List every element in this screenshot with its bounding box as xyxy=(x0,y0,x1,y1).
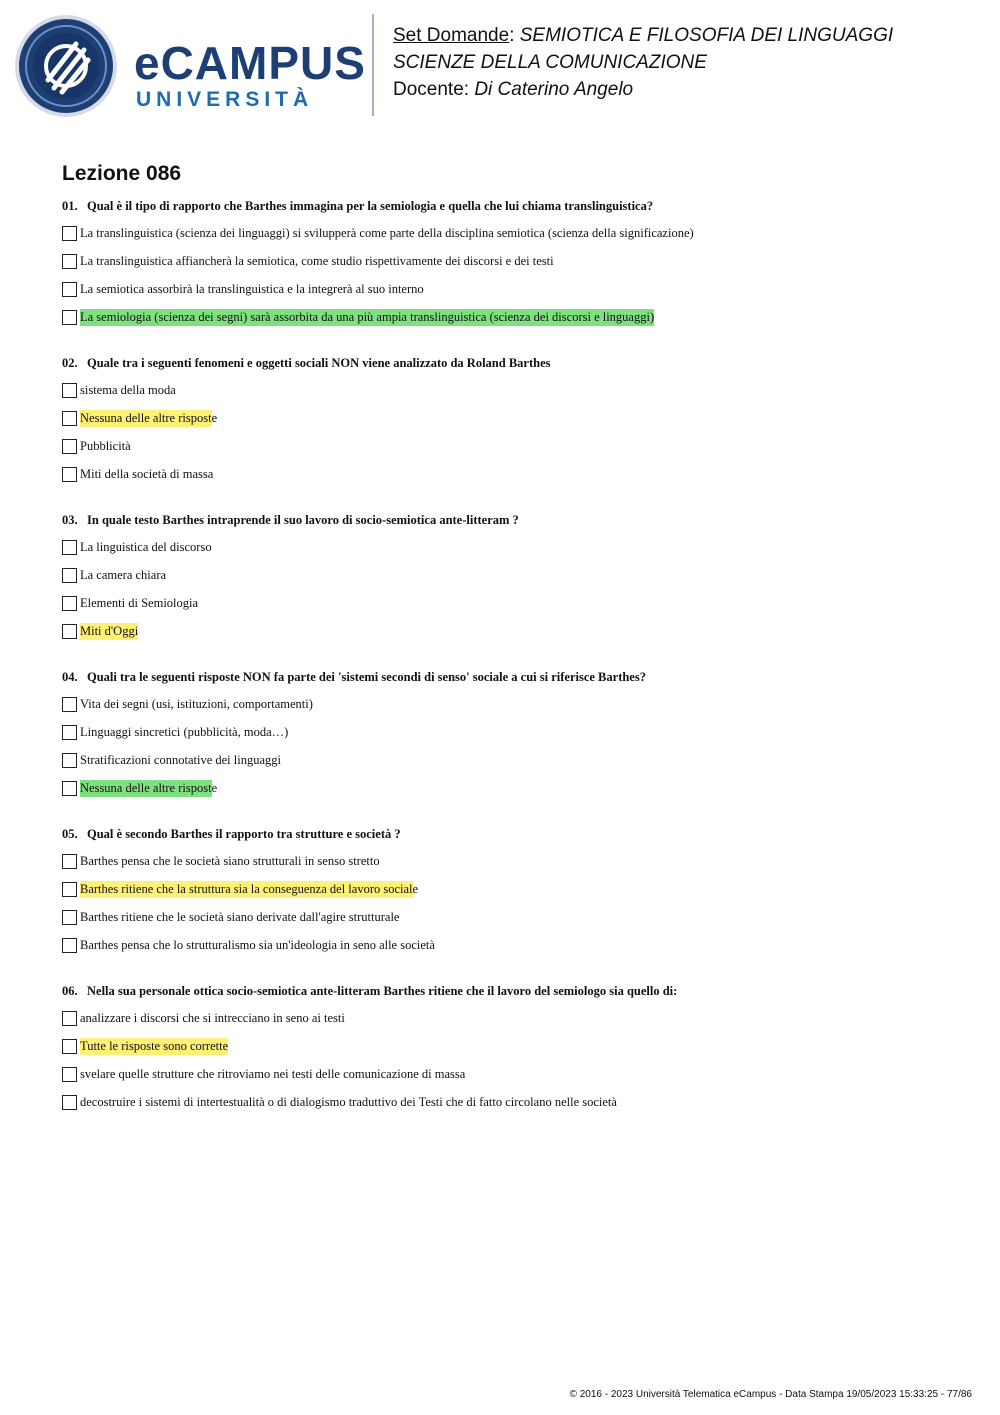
answer-option[interactable] xyxy=(62,1010,962,1038)
answer-option[interactable] xyxy=(62,281,962,309)
question-number: 05. xyxy=(62,827,78,841)
question-title xyxy=(62,825,962,843)
answer-text: La semiotica assorbirà la translinguistica e la integrerà al suo interno xyxy=(80,282,424,296)
answer-checkbox[interactable] xyxy=(62,282,77,297)
course-name: SEMIOTICA E FILOSOFIA DEI LINGUAGGI xyxy=(519,25,894,46)
set-separator: : xyxy=(509,25,520,46)
question-block xyxy=(62,982,962,1122)
answer-text-highlighted: Nessuna delle altre rispost xyxy=(80,781,212,795)
answer-text: Vita dei segni (usi, istituzioni, comportamenti) xyxy=(80,697,313,711)
answer-checkbox[interactable] xyxy=(62,1067,77,1082)
question-text: Nella sua personale ottica socio-semiotica ante-litteram Barthes ritiene che il lavoro del semiologo sia quello di: xyxy=(87,984,678,998)
answer-checkbox[interactable] xyxy=(62,540,77,555)
page-footer: © 2016 - 2023 Università Telematica eCampus - Data Stampa 19/05/2023 15:33:25 - 77/86 xyxy=(569,1389,972,1400)
answer-checkbox[interactable] xyxy=(62,568,77,583)
answer-checkbox[interactable] xyxy=(62,411,77,426)
teacher-label: Docente: xyxy=(393,79,475,100)
answer-option[interactable] xyxy=(62,567,962,595)
ecampus-seal-icon xyxy=(14,14,118,118)
question-number: 03. xyxy=(62,513,78,527)
answer-option[interactable] xyxy=(62,1038,962,1066)
question-text: Qual è secondo Barthes il rapporto tra strutture e società ? xyxy=(87,827,401,841)
answer-option[interactable] xyxy=(62,724,962,752)
answer-checkbox[interactable] xyxy=(62,310,77,325)
question-title xyxy=(62,354,962,372)
answer-text-highlighted: La semiologia (scienza dei segni) sarà assorbita da una più ampia translinguistica (scienza dei discorsi e linguaggi) xyxy=(80,310,655,324)
answer-option[interactable] xyxy=(62,1094,962,1122)
answer-checkbox[interactable] xyxy=(62,697,77,712)
answer-option[interactable] xyxy=(62,595,962,623)
answer-checkbox[interactable] xyxy=(62,938,77,953)
answer-option[interactable] xyxy=(62,539,962,567)
answer-option[interactable] xyxy=(62,466,962,494)
answer-text: e xyxy=(211,411,218,425)
header-divider xyxy=(372,14,374,116)
answer-checkbox[interactable] xyxy=(62,910,77,925)
answer-checkbox[interactable] xyxy=(62,753,77,768)
question-title xyxy=(62,982,962,1000)
answer-text: La translinguistica affiancherà la semiotica, come studio rispettivamente dei discorsi e dei testi xyxy=(80,254,554,268)
answer-text: Pubblicità xyxy=(80,439,131,453)
answer-text-highlighted: Barthes ritiene che la struttura sia la conseguenza del lavoro social xyxy=(80,882,413,896)
answer-text-highlighted: Tutte le risposte sono corrette xyxy=(80,1039,229,1053)
answer-option[interactable] xyxy=(62,225,962,253)
answer-text: sistema della moda xyxy=(80,383,176,397)
answer-text: svelare quelle strutture che ritroviamo nei testi delle comunicazione di massa xyxy=(80,1067,466,1081)
question-title xyxy=(62,511,962,529)
page-header xyxy=(0,0,1000,130)
course-info xyxy=(393,22,893,103)
answer-checkbox[interactable] xyxy=(62,226,77,241)
question-text: Quale tra i seguenti fenomeni e oggetti sociali NON viene analizzato da Roland Barthes xyxy=(87,356,551,370)
answer-text: Barthes ritiene che le società siano derivate dall'agire strutturale xyxy=(80,910,400,924)
question-title xyxy=(62,197,962,215)
answer-option[interactable] xyxy=(62,410,962,438)
answer-text: Elementi di Semiologia xyxy=(80,596,199,610)
answer-text: analizzare i discorsi che si intrecciano in seno ai testi xyxy=(80,1011,345,1025)
question-block xyxy=(62,197,962,337)
answer-checkbox[interactable] xyxy=(62,882,77,897)
ecampus-logo xyxy=(14,14,374,118)
answer-text: Miti della società di massa xyxy=(80,467,214,481)
question-block xyxy=(62,511,962,651)
answer-option[interactable] xyxy=(62,909,962,937)
brand-name: eCAMPUS xyxy=(134,37,366,89)
answer-checkbox[interactable] xyxy=(62,1039,77,1054)
question-block xyxy=(62,668,962,808)
answer-option[interactable] xyxy=(62,438,962,466)
question-number: 04. xyxy=(62,670,78,684)
answer-option[interactable] xyxy=(62,696,962,724)
answer-option[interactable] xyxy=(62,382,962,410)
answer-text-highlighted: Miti d'Oggi xyxy=(80,624,139,638)
question-number: 01. xyxy=(62,199,78,213)
answer-option[interactable] xyxy=(62,937,962,965)
answer-text-highlighted: Nessuna delle altre rispost xyxy=(80,411,212,425)
answer-text: e xyxy=(211,781,218,795)
faculty-name: SCIENZE DELLA COMUNICAZIONE xyxy=(393,52,707,73)
question-text: In quale testo Barthes intraprende il suo lavoro di socio-semiotica ante-litteram ? xyxy=(87,513,519,527)
answer-text: decostruire i sistemi di intertestualità o di dialogismo traduttivo dei Testi che di fatto circolano nelle società xyxy=(80,1095,617,1109)
answer-checkbox[interactable] xyxy=(62,439,77,454)
answer-option[interactable] xyxy=(62,752,962,780)
answer-option[interactable] xyxy=(62,881,962,909)
question-number: 02. xyxy=(62,356,78,370)
question-block xyxy=(62,354,962,494)
lesson-title: Lezione 086 xyxy=(62,162,182,185)
answer-checkbox[interactable] xyxy=(62,1011,77,1026)
answer-text: Stratificazioni connotative dei linguaggi xyxy=(80,753,281,767)
answer-text: e xyxy=(412,882,419,896)
teacher-name: Di Caterino Angelo xyxy=(474,79,634,100)
answer-checkbox[interactable] xyxy=(62,854,77,869)
question-number: 06. xyxy=(62,984,78,998)
answer-text: Barthes pensa che le società siano strutturali in senso stretto xyxy=(80,854,380,868)
answer-text: La camera chiara xyxy=(80,568,167,582)
question-list xyxy=(62,197,962,1139)
answer-checkbox[interactable] xyxy=(62,624,77,639)
question-text: Quali tra le seguenti risposte NON fa parte dei 'sistemi secondi di senso' sociale a cui si riferisce Barthes? xyxy=(87,670,646,684)
answer-text: Barthes pensa che lo strutturalismo sia un'ideologia in seno alle società xyxy=(80,938,435,952)
answer-checkbox[interactable] xyxy=(62,467,77,482)
answer-checkbox[interactable] xyxy=(62,596,77,611)
brand-subtitle: UNIVERSITÀ xyxy=(136,88,314,111)
answer-option[interactable] xyxy=(62,853,962,881)
answer-text: La linguistica del discorso xyxy=(80,540,212,554)
answer-checkbox[interactable] xyxy=(62,781,77,796)
answer-checkbox[interactable] xyxy=(62,254,77,269)
question-text: Qual è il tipo di rapporto che Barthes immagina per la semiologia e quella che lui chiama translinguistica? xyxy=(87,199,654,213)
set-label: Set Domande xyxy=(393,25,510,46)
answer-checkbox[interactable] xyxy=(62,725,77,740)
answer-text: Linguaggi sincretici (pubblicità, moda…) xyxy=(80,725,289,739)
answer-option[interactable] xyxy=(62,623,962,651)
question-title xyxy=(62,668,962,686)
answer-option[interactable] xyxy=(62,309,962,337)
answer-checkbox[interactable] xyxy=(62,383,77,398)
answer-checkbox[interactable] xyxy=(62,1095,77,1110)
answer-option[interactable] xyxy=(62,1066,962,1094)
answer-option[interactable] xyxy=(62,780,962,808)
answer-option[interactable] xyxy=(62,253,962,281)
answer-text: La translinguistica (scienza dei linguaggi) si svilupperà come parte della disciplina semiotica (scienza della significazione) xyxy=(80,226,694,240)
question-block xyxy=(62,825,962,965)
